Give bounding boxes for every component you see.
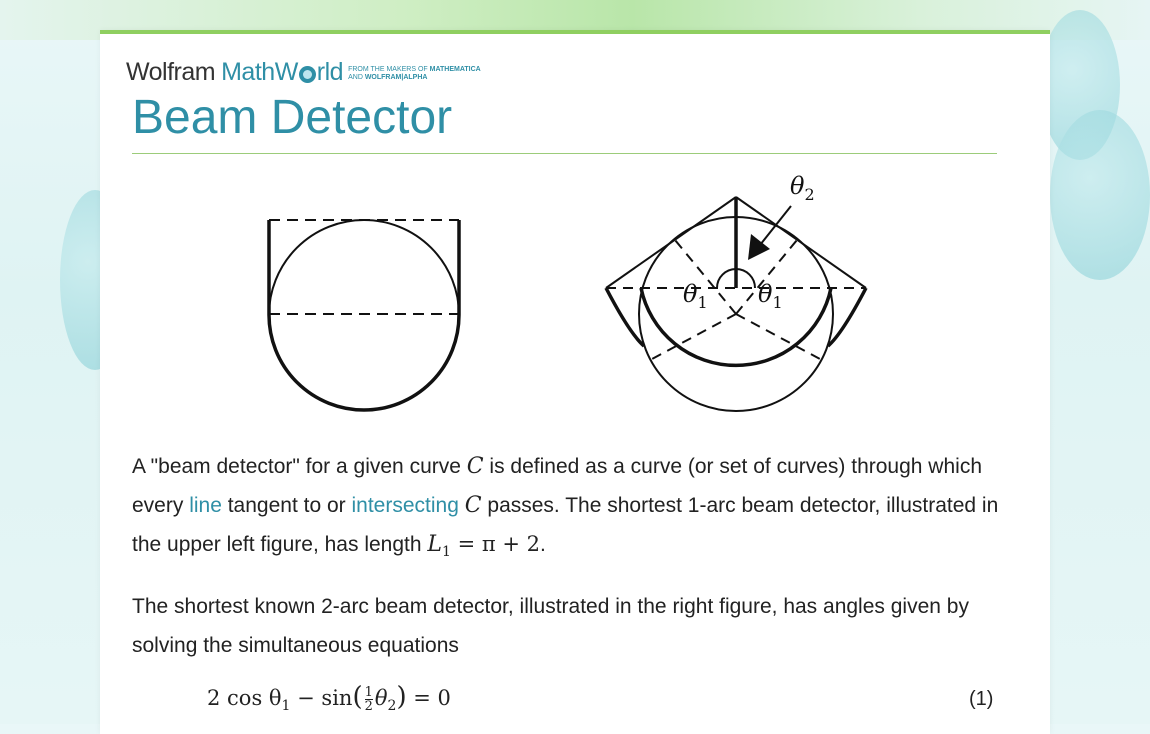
beam-detector-figure — [100, 34, 1050, 434]
brand-tagline: FROM THE MAKERS OF MATHEMATICA AND WOLFRAM|ALPHA — [348, 66, 481, 81]
brand-mathworld-a: MathW — [221, 58, 298, 86]
equation-1: 2 $\cos \theta_1 - \sin$( $\frac{1}{2}$ $\theta_2) = 0$ — [207, 682, 451, 715]
theta2-label: θ — [790, 172, 805, 200]
background-decoration — [1050, 110, 1150, 280]
math-var-l: L — [427, 532, 442, 557]
brand-wolfram: Wolfram — [126, 58, 216, 86]
page-title: Beam Detector — [132, 91, 453, 144]
one-arc-detector-diagram — [269, 220, 459, 410]
math-var-c: C — [466, 454, 484, 479]
fraction-one-half: $\frac{1}{2}$ — [364, 685, 373, 714]
brand-mathworld-b: rld — [316, 58, 344, 86]
theta1-right-sub: 1 — [772, 293, 783, 312]
theta1-right-label: θ — [758, 280, 773, 308]
equation-number: (1) — [969, 688, 994, 710]
svg-text:θ1 — [683, 280, 708, 312]
svg-text:θ2 — [790, 172, 815, 204]
theta2-sub: 2 — [804, 185, 815, 204]
link-intersecting[interactable]: intersecting — [351, 494, 459, 517]
two-arc-detector-diagram — [606, 197, 866, 411]
theta1-left-label: θ — [683, 280, 698, 308]
paragraph-definition: A "beam detector" for a given curve C is defined as a curve (or set of curves) through which every line tangent to or intersecting C passes. The shortest 1-arc beam detector, illustrated in the upper left figure, has length $L_1 = \pi + 2$. — [132, 454, 999, 561]
math-var-c2: C — [464, 493, 482, 518]
paragraph-two-arc: The shortest known 2-arc beam detector, illustrated in the right figure, has angles given by solving the simultaneous equations — [132, 595, 969, 657]
content-card — [100, 30, 1050, 734]
svg-text:θ1 — [758, 280, 783, 312]
theta1-left-sub: 1 — [697, 293, 708, 312]
math-length-expression: = π + 2 — [450, 532, 540, 556]
link-line[interactable]: line — [189, 494, 222, 517]
